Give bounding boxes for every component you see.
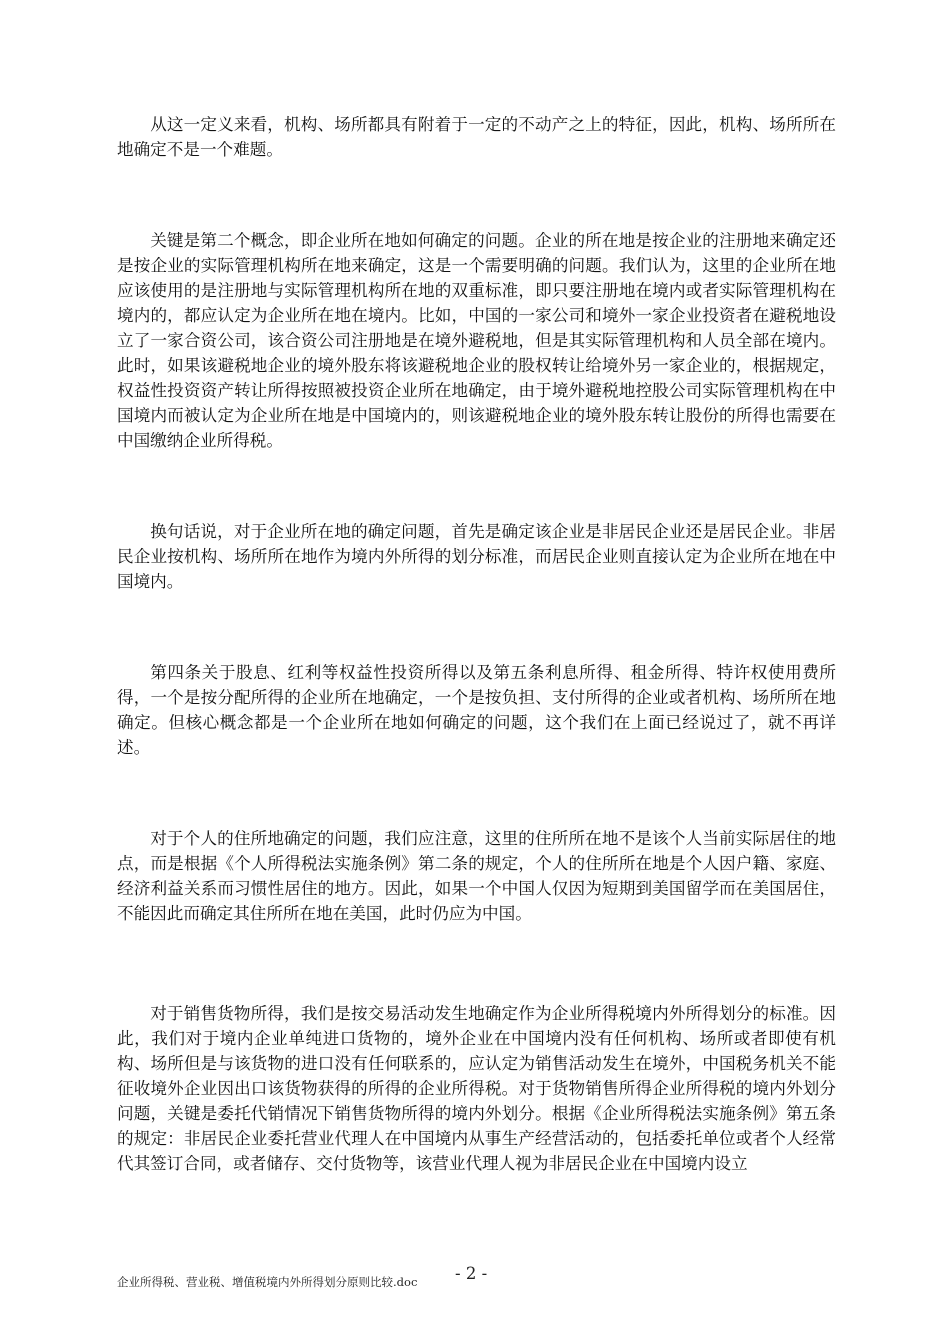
paragraph-spacer <box>117 453 836 519</box>
page-number: - 2 - <box>455 1264 488 1283</box>
paragraph-spacer <box>117 926 836 1001</box>
paragraph-spacer <box>117 162 836 228</box>
document-body <box>117 112 836 1176</box>
paragraph-3: 换句话说，对于企业所在地的确定问题，首先是确定该企业是非居民企业还是居民企业。非居民企业按机构、场所所在地作为境内外所得的划分标准，而居民企业则直接认定为企业所在地在中国境内。 <box>117 522 836 591</box>
paragraph-spacer <box>117 594 836 660</box>
paragraph-6: 对于销售货物所得，我们是按交易活动发生地确定作为企业所得税境内外所得划分的标准。因此，我们对于境内企业单纯进口货物的，境外企业在中国境内没有任何机构、场所或者即使有机构、场所但是与该货物的进口没有任何联系的，应认定为销售活动发生在境外，中国税务机关不能征收境外企业因出口该货物获得的所得的企业所得税。对于货物销售所得企业所得税的境内外划分问题，关键是委托代销情况下销售货物所得的境内外划分。根据《企业所得税法实施条例》第五条的规定：非居民企业委托营业代理人在中国境内从事生产经营活动的，包括委托单位或者个人经常代其签订合同，或者储存、交付货物等，该营业代理人视为非居民企业在中国境内设立 <box>117 1004 836 1173</box>
footer-filename: 企业所得税、营业税、增值税境内外所得划分原则比较.doc <box>117 1275 418 1289</box>
paragraph-1: 从这一定义来看，机构、场所都具有附着于一定的不动产之上的特征，因此，机构、场所所在地确定不是一个难题。 <box>117 115 836 159</box>
paragraph-4: 第四条关于股息、红利等权益性投资所得以及第五条利息所得、租金所得、特许权使用费所得，一个是按分配所得的企业所在地确定，一个是按负担、支付所得的企业或者机构、场所所在地确定。但核心概念都是一个企业所在地如何确定的问题，这个我们在上面已经说过了，就不再详述。 <box>117 663 836 757</box>
paragraph-spacer <box>117 760 836 826</box>
page-footer <box>117 1264 836 1294</box>
paragraph-5: 对于个人的住所地确定的问题，我们应注意，这里的住所所在地不是该个人当前实际居住的地点，而是根据《个人所得税法实施条例》第二条的规定，个人的住所所在地是个人因户籍、家庭、经济利益关系而习惯性居住的地方。因此，如果一个中国人仅因为短期到美国留学而在美国居住，不能因此而确定其住所所在地在美国，此时仍应为中国。 <box>117 829 836 923</box>
paragraph-2: 关键是第二个概念，即企业所在地如何确定的问题。企业的所在地是按企业的注册地来确定还是按企业的实际管理机构所在地来确定，这是一个需要明确的问题。我们认为，这里的企业所在地应该使用的是注册地与实际管理机构所在地的双重标准，即只要注册地在境内或者实际管理机构在境内的，都应认定为企业所在地在境内。比如，中国的一家公司和境外一家企业投资者在避税地设立了一家合资公司，该合资公司注册地是在境外避税地，但是其实际管理机构和人员全部在境内。此时，如果该避税地企业的境外股东将该避税地企业的股权转让给境外另一家企业的，根据规定，权益性投资资产转让所得按照被投资企业所在地确定，由于境外避税地控股公司实际管理机构在中国境内而被认定为企业所在地是中国境内的，则该避税地企业的境外股东转让股份的所得也需要在中国缴纳企业所得税。 <box>117 231 836 450</box>
